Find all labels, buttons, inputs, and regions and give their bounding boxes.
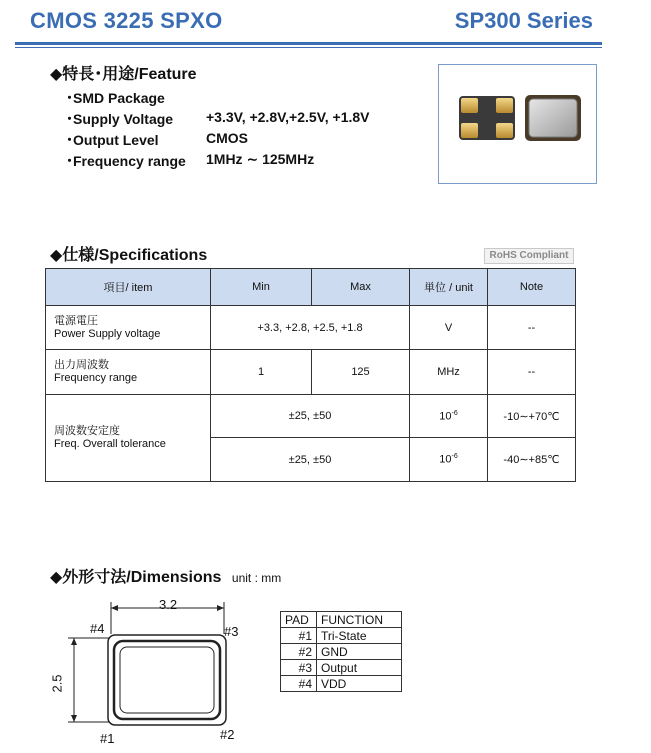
crystal-lid	[529, 99, 577, 137]
pad	[461, 123, 478, 138]
label-en: Frequency range	[54, 372, 138, 384]
feature-section-title: ◆特長･用途/Feature	[50, 66, 197, 83]
feature-value: CMOS	[206, 130, 248, 146]
header-min: Min	[211, 269, 312, 306]
arrow-right	[217, 605, 224, 611]
arrow-up	[71, 638, 77, 645]
header-rule	[15, 42, 602, 45]
spec-label	[46, 395, 211, 482]
header-max: Max	[312, 269, 410, 306]
unit-exponent: -6	[451, 453, 458, 461]
label-en: Freq. Overall tolerance	[54, 438, 166, 450]
pad	[496, 123, 513, 138]
unit-base: 10	[439, 453, 452, 466]
feature-value: +3.3V, +2.8V,+2.5V, +1.8V	[206, 109, 370, 125]
spec-note: --	[488, 350, 576, 395]
package-lid-inner	[120, 647, 214, 713]
header-item: 項目/ item	[46, 269, 211, 306]
label-jp: 出力周波数	[54, 359, 109, 371]
spec-table	[45, 268, 576, 482]
pin-1-label: #1	[100, 731, 115, 746]
document-title: CMOS 3225 SPXO	[30, 8, 223, 33]
pad-id: #3	[281, 660, 317, 676]
dimension-unit: unit : mm	[231, 571, 282, 585]
spec-value: ±25, ±50	[211, 395, 410, 438]
pad-id: #1	[281, 628, 317, 644]
spec-max: 125	[312, 350, 410, 395]
pad-function: GND	[317, 644, 402, 660]
arrow-left	[111, 605, 118, 611]
unit-exponent: -6	[451, 409, 458, 417]
dimension-drawing	[40, 592, 270, 750]
pad-function: VDD	[317, 676, 402, 692]
feature-label: ･Frequency range	[66, 153, 186, 169]
spec-note: --	[488, 306, 576, 350]
pad-function-table	[280, 611, 402, 692]
width-value: 3.2	[159, 597, 178, 612]
label-jp: 電源電圧	[54, 314, 98, 327]
pad-row	[281, 676, 402, 692]
spec-value: +3.3, +2.8, +2.5, +1.8	[211, 306, 410, 350]
pad-id: #2	[281, 644, 317, 660]
spec-row-voltage	[46, 306, 576, 350]
spec-row-tolerance-1	[46, 395, 576, 438]
spec-label	[46, 306, 211, 350]
pad-row	[281, 628, 402, 644]
pin-4-label: #4	[90, 621, 105, 636]
rohs-badge: RoHS Compliant	[484, 248, 574, 264]
height-value: 2.5	[49, 674, 65, 693]
pin-2-label: #2	[220, 727, 235, 742]
label-jp: 周波数安定度	[54, 425, 120, 437]
spec-value: ±25, ±50	[211, 438, 410, 482]
pad-function: Output	[317, 660, 402, 676]
arrow-down	[71, 715, 77, 722]
spec-label	[46, 350, 211, 395]
label-en: Power Supply voltage	[54, 327, 161, 340]
spec-unit: V	[410, 306, 488, 350]
function-header: FUNCTION	[317, 612, 402, 628]
spec-min: 1	[211, 350, 312, 395]
unit-base: 10	[439, 410, 452, 423]
pad-header: PAD	[281, 612, 317, 628]
spec-header-row	[46, 269, 576, 306]
header-note: Note	[488, 269, 576, 306]
spec-row-frequency	[46, 350, 576, 395]
header-rule-thin	[15, 47, 602, 48]
pad-row	[281, 660, 402, 676]
pad-id: #4	[281, 676, 317, 692]
spec-note: -10∼+70℃	[488, 395, 576, 438]
feature-label: ･SMD Package	[66, 90, 165, 106]
feature-value: 1MHz ∼ 125MHz	[206, 151, 315, 167]
header-unit: 単位 / unit	[410, 269, 488, 306]
pad	[496, 98, 513, 113]
pad-header-row	[281, 612, 402, 628]
feature-label: ･Output Level	[66, 132, 159, 148]
crystal-images	[439, 65, 596, 183]
spec-unit	[410, 395, 488, 438]
spec-section-title: ◆仕様/Specifications	[50, 247, 208, 264]
dimension-title-text: ◆外形寸法/Dimensions	[50, 569, 222, 586]
pin-3-label: #3	[224, 624, 239, 639]
pad-function: Tri-State	[317, 628, 402, 644]
series-title: SP300 Series	[454, 8, 593, 33]
spec-unit	[410, 438, 488, 482]
dimension-section-title	[50, 564, 281, 587]
pad	[461, 98, 478, 113]
spec-unit: MHz	[410, 350, 488, 395]
product-photo	[438, 64, 597, 184]
spec-note: -40∼+85℃	[488, 438, 576, 482]
pad-row	[281, 644, 402, 660]
feature-label: ･Supply Voltage	[66, 111, 174, 127]
